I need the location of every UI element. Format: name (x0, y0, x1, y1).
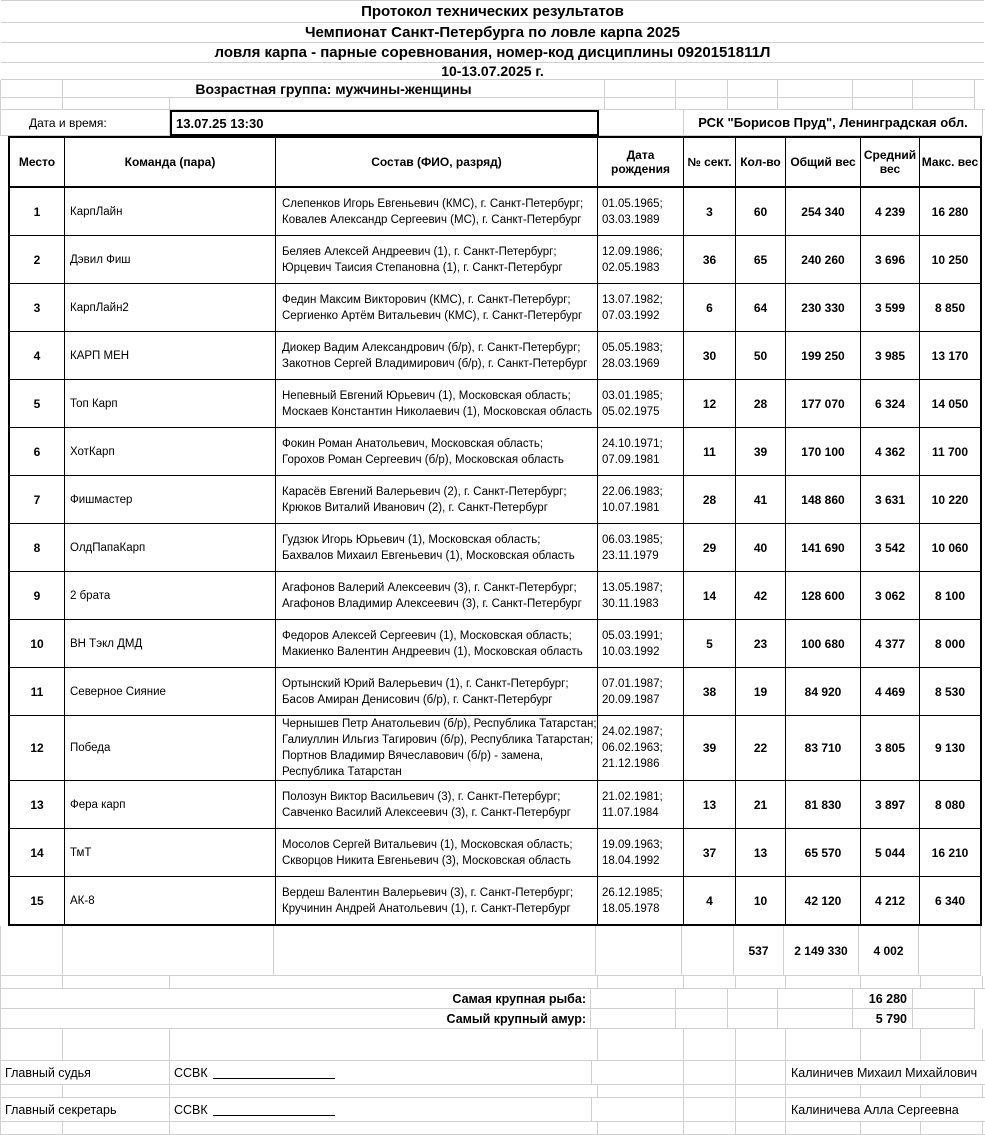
sector-cell: 37 (684, 829, 736, 876)
avg-weight-cell: 4 362 (861, 428, 920, 475)
sector-cell: 12 (684, 380, 736, 427)
avg-weight-cell: 3 805 (861, 716, 920, 780)
members-cell: Чернышев Петр Анатольевич (б/р), Республика Татарстан; Галиуллин Ильгиз Тагирович (б/р), Республика Татарстан; Портнов Владимир Вячеславович (б/р) - замена, Республика Татарстан (276, 716, 598, 780)
header-members: Состав (ФИО, разряд) (276, 138, 598, 186)
datetime-value: 13.07.25 13:30 (170, 110, 599, 136)
max-weight-cell: 8 850 (934, 300, 966, 315)
team-cell: ХотКарп (65, 428, 276, 475)
total-weight-cell: 65 570 (786, 829, 861, 876)
table-row (10, 620, 980, 668)
count-cell: 10 (736, 877, 786, 924)
team-cell: Фера карп (65, 781, 276, 828)
totals-row (0, 926, 985, 976)
table-row (10, 284, 980, 332)
dates-title: 10-13.07.2025 г. (1, 63, 984, 80)
members-cell: Полозун Виктор Васильевич (3), г. Санкт-Петербург; Савченко Василий Алексеевич (3), г. Санкт-Петербург (276, 781, 598, 828)
venue-label: РСК "Борисов Пруд", Ленинградская обл. (684, 110, 983, 136)
birthdates-cell: 24.10.1971; 07.09.1981 (598, 428, 684, 475)
avg-weight-cell: 3 631 (861, 476, 920, 523)
team-cell: КарпЛайн2 (65, 284, 276, 331)
age-group-row (0, 80, 985, 98)
count-cell: 40 (736, 524, 786, 571)
team-cell: Победа (65, 716, 276, 780)
place-cell: 14 (10, 829, 65, 876)
header-birthdate: Дата рождения (598, 138, 684, 186)
place-cell: 2 (10, 236, 65, 283)
sector-cell: 11 (684, 428, 736, 475)
total-weight-cell: 83 710 (786, 716, 861, 780)
place-cell: 11 (10, 668, 65, 715)
members-cell: Фокин Роман Анатольевич, Московская область; Горохов Роман Сергеевич (б/р), Московская область (276, 428, 598, 475)
header-max-weight: Макс. вес (921, 154, 979, 169)
birthdates-cell: 13.05.1987; 30.11.1983 (598, 572, 684, 619)
count-cell: 39 (736, 428, 786, 475)
members-cell: Беляев Алексей Андреевич (1), г. Санкт-Петербург; Юрцевич Таисия Степановна (1), г. Санкт-Петербург (276, 236, 598, 283)
sector-cell: 5 (684, 620, 736, 667)
sector-cell: 28 (684, 476, 736, 523)
members-cell: Федин Максим Викторович (КМС), г. Санкт-Петербург; Сергиенко Артём Витальевич (КМС), г. Санкт-Петербург (276, 284, 598, 331)
chief-secretary-role: Главный секретарь (1, 1098, 170, 1122)
members-cell: Непевный Евгений Юрьевич (1), Московская область; Москаев Константин Николаевич (1), Московская область (276, 380, 598, 427)
date-venue-row (0, 110, 985, 136)
table-body (10, 188, 980, 924)
count-cell: 28 (736, 380, 786, 427)
count-cell: 21 (736, 781, 786, 828)
max-weight-cell: 8 000 (934, 636, 966, 651)
max-weight-cell: 14 050 (931, 396, 969, 411)
members-cell: Диокер Вадим Александрович (б/р), г. Санкт-Петербург; Закотнов Сергей Владимирович (б/р), г. Санкт-Петербург (276, 332, 598, 379)
table-row (10, 877, 980, 924)
total-weight-cell: 141 690 (786, 524, 861, 571)
avg-weight-cell: 4 377 (861, 620, 920, 667)
table-row (10, 428, 980, 476)
max-weight-cell: 10 220 (931, 492, 969, 507)
team-cell: ТмТ (65, 829, 276, 876)
count-cell: 22 (736, 716, 786, 780)
header-count: Кол-во (736, 138, 786, 186)
sector-cell: 36 (684, 236, 736, 283)
spacer-row (0, 1085, 985, 1098)
avg-weight-cell: 5 044 (861, 829, 920, 876)
team-cell: КарпЛайн (65, 188, 276, 235)
members-cell: Агафонов Валерий Алексеевич (3), г. Санкт-Петербург; Агафонов Владимир Алексеевич (3), г. Санкт-Петербург (276, 572, 598, 619)
members-cell: Федоров Алексей Сергеевич (1), Московская область; Макиенко Валентин Андреевич (1), Московская область (276, 620, 598, 667)
total-weight-cell: 240 260 (786, 236, 861, 283)
title-block (1, 0, 984, 80)
max-weight-cell: 16 280 (931, 204, 969, 219)
table-header-row (10, 138, 980, 188)
total-weight-cell: 177 070 (786, 380, 861, 427)
place-cell: 6 (10, 428, 65, 475)
max-weight-cell: 9 130 (934, 741, 966, 755)
max-weight-cell: 6 340 (934, 893, 966, 908)
header-total-weight: Общий вес (786, 138, 861, 186)
members-cell: Слепенков Игорь Евгеньевич (КМС), г. Санкт-Петербург; Ковалев Александр Сергеевич (МС), г. Санкт-Петербург (276, 188, 598, 235)
spacer-row (0, 1029, 985, 1061)
table-row (10, 380, 980, 428)
total-weight-cell: 199 250 (786, 332, 861, 379)
avg-weight-cell: 3 696 (861, 236, 920, 283)
header-sector: № сект. (684, 138, 736, 186)
max-weight-cell: 16 210 (931, 845, 969, 860)
birthdates-cell: 07.01.1987; 20.09.1987 (598, 668, 684, 715)
birthdates-cell: 05.05.1983; 28.03.1969 (598, 332, 684, 379)
count-cell: 42 (736, 572, 786, 619)
chief-judge-row (0, 1061, 985, 1085)
max-weight-cell: 10 250 (931, 252, 969, 267)
biggest-amur-label: Самый крупный амур: (1, 1009, 591, 1029)
header-avg-weight: Средний вес (861, 138, 920, 186)
max-weight-cell: 8 100 (934, 588, 966, 603)
members-cell: Мосолов Сергей Витальевич (1), Московская область; Скворцов Никита Евгеньевич (3), Московская область (276, 829, 598, 876)
biggest-fish-value: 16 280 (853, 989, 913, 1009)
birthdates-cell: 01.05.1965; 03.03.1989 (598, 188, 684, 235)
sector-cell: 38 (684, 668, 736, 715)
max-weight-cell: 13 170 (931, 348, 969, 363)
max-weight-cell: 11 700 (931, 444, 969, 459)
avg-weight-cell: 3 062 (861, 572, 920, 619)
count-cell: 64 (736, 284, 786, 331)
team-cell: 2 брата (65, 572, 276, 619)
count-cell: 13 (736, 829, 786, 876)
championship-title: Чемпионат Санкт-Петербурга по ловле карпа 2025 (1, 23, 984, 43)
count-cell: 41 (736, 476, 786, 523)
total-weight-cell: 254 340 (786, 188, 861, 235)
place-cell: 10 (10, 620, 65, 667)
team-cell: Фишмастер (65, 476, 276, 523)
totals-total-weight: 2 149 330 (784, 926, 859, 976)
count-cell: 50 (736, 332, 786, 379)
chief-judge-name: Калиничев Михаил Михайлович (786, 1061, 985, 1085)
discipline-title: ловля карпа - парные соревнования, номер-код дисциплины 0920151811Л (1, 43, 984, 63)
biggest-fish-row (0, 989, 985, 1009)
avg-weight-cell: 3 599 (861, 284, 920, 331)
doc-title: Протокол технических результатов (1, 1, 984, 23)
sector-cell: 13 (684, 781, 736, 828)
team-cell: Дэвил Фиш (65, 236, 276, 283)
count-cell: 23 (736, 620, 786, 667)
birthdates-cell: 22.06.1983; 10.07.1981 (598, 476, 684, 523)
table-row (10, 572, 980, 620)
total-weight-cell: 170 100 (786, 428, 861, 475)
table-row (10, 668, 980, 716)
signature-line (213, 1066, 335, 1079)
age-group-label: Возрастная группа: мужчины-женщины (63, 80, 605, 98)
spacer-row (0, 976, 985, 989)
count-cell: 60 (736, 188, 786, 235)
results-table (8, 136, 982, 926)
place-cell: 4 (10, 332, 65, 379)
team-cell: Северное Сияние (65, 668, 276, 715)
table-row (10, 188, 980, 236)
team-cell: КАРП МЕН (65, 332, 276, 379)
place-cell: 8 (10, 524, 65, 571)
table-row (10, 524, 980, 572)
avg-weight-cell: 3 985 (861, 332, 920, 379)
sector-cell: 6 (684, 284, 736, 331)
total-weight-cell: 128 600 (786, 572, 861, 619)
place-cell: 12 (10, 716, 65, 780)
birthdates-cell: 03.01.1985; 05.02.1975 (598, 380, 684, 427)
avg-weight-cell: 6 324 (861, 380, 920, 427)
count-cell: 65 (736, 236, 786, 283)
total-weight-cell: 100 680 (786, 620, 861, 667)
place-cell: 3 (10, 284, 65, 331)
max-weight-cell: 8 530 (934, 684, 966, 699)
members-cell: Гудзюк Игорь Юрьевич (1), Московская область; Бахвалов Михаил Евгеньевич (1), Московская область (276, 524, 598, 571)
max-weight-cell: 8 080 (934, 797, 966, 812)
chief-secretary-row (0, 1098, 985, 1122)
max-weight-cell: 10 060 (931, 540, 969, 555)
signature-line (213, 1103, 335, 1116)
totals-avg-weight: 4 002 (859, 926, 919, 976)
avg-weight-cell: 4 212 (861, 877, 920, 924)
team-cell: АК-8 (65, 877, 276, 924)
totals-count: 537 (734, 926, 784, 976)
header-team: Команда (пара) (65, 138, 276, 186)
members-cell: Карасёв Евгений Валерьевич (2), г. Санкт-Петербург; Крюков Виталий Иванович (2), г. Санкт-Петербург (276, 476, 598, 523)
sector-cell: 3 (684, 188, 736, 235)
table-row (10, 476, 980, 524)
team-cell: ВН Тэкл ДМД (65, 620, 276, 667)
members-cell: Вердеш Валентин Валерьевич (3), г. Санкт-Петербург; Кручинин Андрей Анатольевич (1), г. Санкт-Петербург (276, 877, 598, 924)
total-weight-cell: 42 120 (786, 877, 861, 924)
biggest-amur-row (0, 1009, 985, 1029)
total-weight-cell: 230 330 (786, 284, 861, 331)
table-row (10, 236, 980, 284)
place-cell: 9 (10, 572, 65, 619)
birthdates-cell: 19.09.1963; 18.04.1992 (598, 829, 684, 876)
chief-judge-rank: ССВК (170, 1061, 592, 1085)
place-cell: 7 (10, 476, 65, 523)
spacer-row (0, 1122, 985, 1135)
place-cell: 15 (10, 877, 65, 924)
count-cell: 19 (736, 668, 786, 715)
sector-cell: 39 (684, 716, 736, 780)
team-cell: ОлдПапаКарп (65, 524, 276, 571)
total-weight-cell: 148 860 (786, 476, 861, 523)
table-row (10, 829, 980, 877)
team-cell: Топ Карп (65, 380, 276, 427)
birthdates-cell: 24.02.1987; 06.02.1963; 21.12.1986 (598, 716, 684, 780)
members-cell: Ортынский Юрий Валерьевич (1), г. Санкт-Петербург; Басов Амиран Денисович (б/р), г. Санкт-Петербург (276, 668, 598, 715)
total-weight-cell: 81 830 (786, 781, 861, 828)
birthdates-cell: 21.02.1981; 11.07.1984 (598, 781, 684, 828)
place-cell: 5 (10, 380, 65, 427)
table-row (10, 716, 980, 781)
birthdates-cell: 26.12.1985; 18.05.1978 (598, 877, 684, 924)
place-cell: 1 (10, 188, 65, 235)
biggest-fish-label: Самая крупная рыба: (1, 989, 591, 1009)
chief-secretary-name: Калиничева Алла Сергеевна (786, 1098, 985, 1122)
avg-weight-cell: 3 897 (861, 781, 920, 828)
place-cell: 13 (10, 781, 65, 828)
avg-weight-cell: 3 542 (861, 524, 920, 571)
sector-cell: 29 (684, 524, 736, 571)
chief-secretary-rank: ССВК (170, 1098, 592, 1122)
total-weight-cell: 84 920 (786, 668, 861, 715)
table-row (10, 781, 980, 829)
biggest-amur-value: 5 790 (853, 1009, 913, 1029)
birthdates-cell: 12.09.1986; 02.05.1983 (598, 236, 684, 283)
header-place: Место (10, 138, 65, 186)
datetime-label: Дата и время: (1, 110, 170, 136)
birthdates-cell: 13.07.1982; 07.03.1992 (598, 284, 684, 331)
avg-weight-cell: 4 469 (861, 668, 920, 715)
sector-cell: 4 (684, 877, 736, 924)
birthdates-cell: 05.03.1991; 10.03.1992 (598, 620, 684, 667)
table-row (10, 332, 980, 380)
chief-judge-role: Главный судья (1, 1061, 170, 1085)
birthdates-cell: 06.03.1985; 23.11.1979 (598, 524, 684, 571)
avg-weight-cell: 4 239 (861, 188, 920, 235)
spacer-row (0, 98, 985, 110)
sector-cell: 30 (684, 332, 736, 379)
sector-cell: 14 (684, 572, 736, 619)
